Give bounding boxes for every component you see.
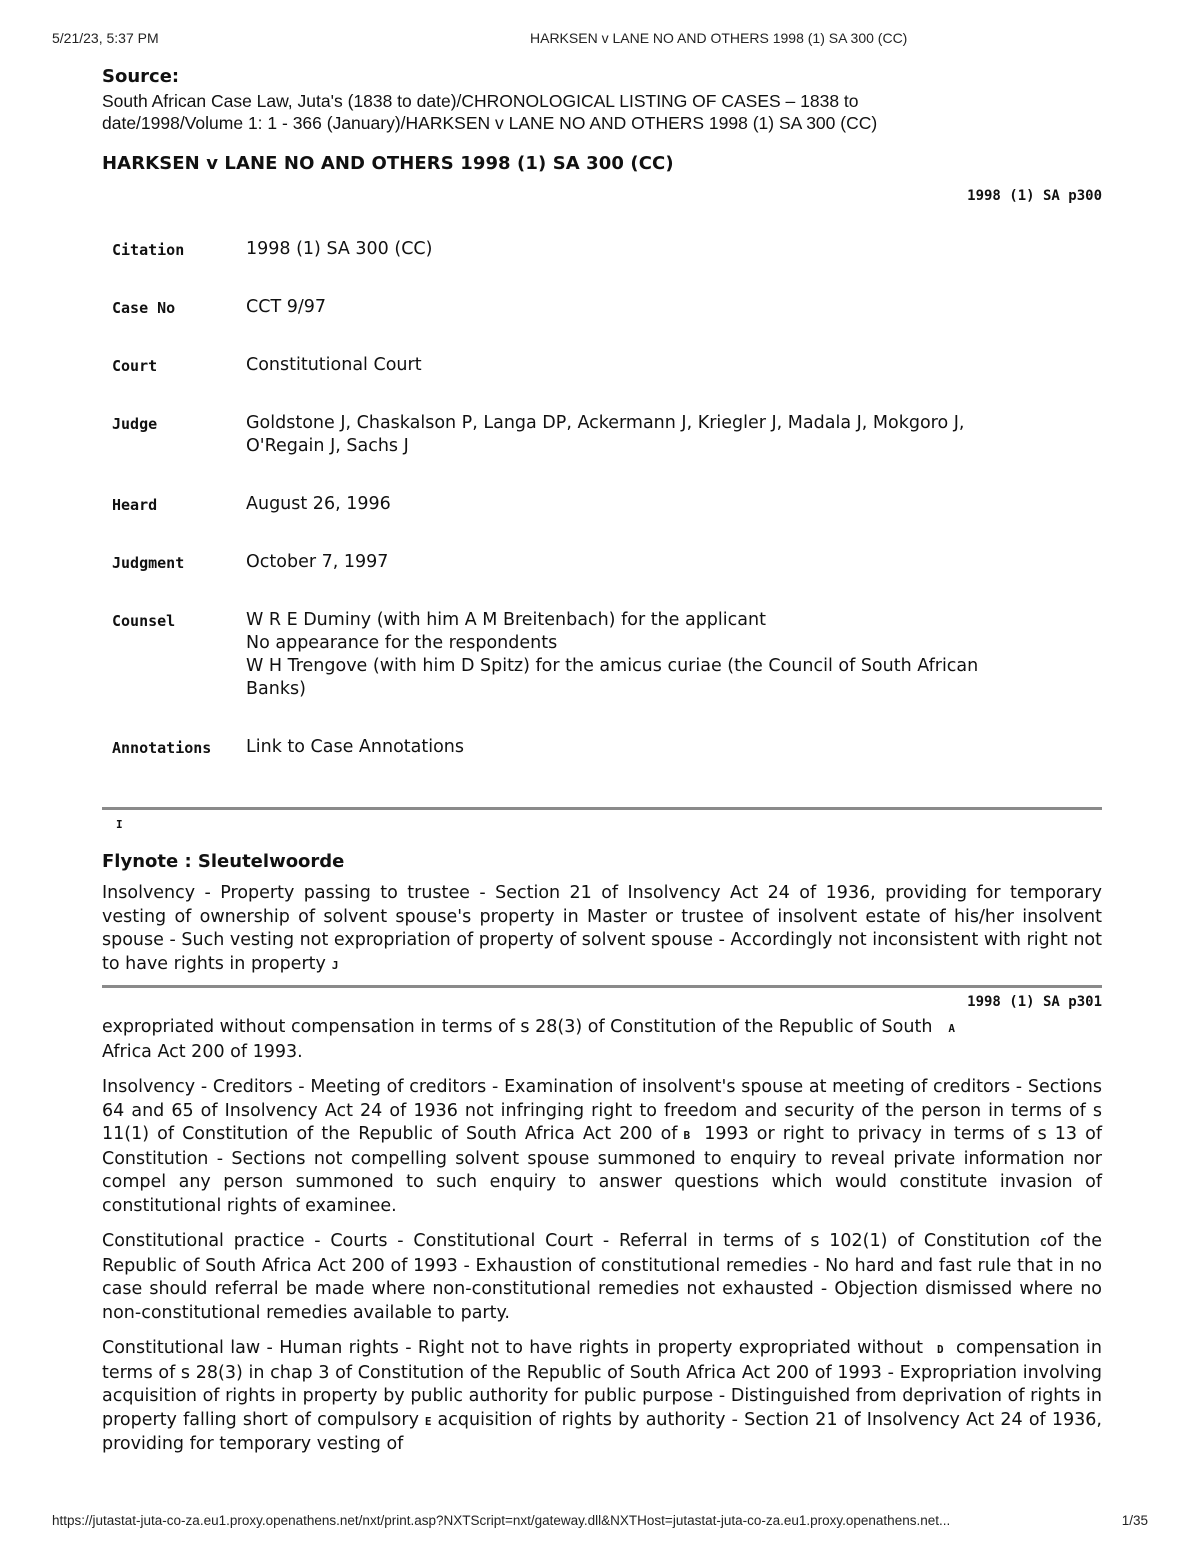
metadata-label: Case No — [112, 299, 176, 317]
counsel-line: W R E Duminy (with him A M Breitenbach) for the applicant — [246, 610, 766, 630]
flynote-paragraph — [102, 882, 1102, 977]
paragraph-text: of the Republic of South Africa Act 200 of 1993 - Exhaustion of constitutional remedies - No hard and fast rule that in no case should referral be made where non-constitutional remedies not exhausted - Objection dismissed where no non-constitutional remedies available to party. — [102, 1231, 1102, 1323]
source-path-line: South African Case Law, Juta's (1838 to date)/CHRONOLOGICAL LISTING OF CASES – 1838 to — [102, 91, 859, 111]
margin-letter: A — [948, 1022, 956, 1035]
metadata-label: Heard — [112, 496, 158, 514]
flynote-heading: Flynote : Sleutelwoorde — [102, 851, 345, 872]
case-annotations-link[interactable]: Link to Case Annotations — [246, 737, 465, 757]
source-path — [102, 90, 1102, 134]
print-header — [52, 30, 1148, 50]
body-paragraph — [102, 1076, 1102, 1218]
metadata-label: Court — [112, 357, 158, 375]
page-divider — [102, 985, 1102, 988]
paragraph-text: Africa Act 200 of 1993. — [102, 1041, 303, 1062]
judge-line: O'Regain J, Sachs J — [246, 436, 409, 456]
paragraph-text: compensation in terms of s 28(3) in chap 3 of Constitution of the Republic of South Africa Act 200 of 1993 - Expropriation involving acquisition of rights in property by public authority for public purpose - Distinguished from deprivation of rights in property falling short of compulsory — [102, 1338, 1102, 1430]
metadata-value: October 7, 1997 — [246, 552, 389, 572]
flynote-text: Insolvency - Property passing to trustee - Section 21 of Insolvency Act 24 of 1936, providing for temporary vesting of ownership of solvent spouse's property in Master or trustee of insolvent estate of his/her insolvent spouse - Such vesting not expropriation of property of solvent spouse - Accordingly not inconsistent with right not to have rights in property — [102, 883, 1102, 974]
metadata-label: Judge — [112, 415, 158, 433]
metadata-row-judgment — [112, 551, 1102, 574]
metadata-value: CCT 9/97 — [246, 297, 326, 317]
print-timestamp: 5/21/23, 5:37 PM — [52, 30, 159, 46]
document-content — [102, 62, 1102, 1469]
metadata-value — [246, 609, 1102, 701]
print-footer — [52, 1513, 1148, 1533]
paragraph-text: Insolvency - Creditors - Meeting of creditors - Examination of insolvent's spouse at meeting of creditors - Sections 64 and 65 of Insolvency Act 24 of 1936 not infringing right to freedom and security of the person in terms of s 11(1) of Constitution of the Republic of South Africa Act 200 of — [102, 1077, 1102, 1144]
metadata-row-case-no — [112, 296, 1102, 319]
source-heading: Source: — [102, 66, 180, 87]
metadata-value: August 26, 1996 — [246, 494, 391, 514]
source-path-line: date/1998/Volume 1: 1 - 366 (January)/HARKSEN v LANE NO AND OTHERS 1998 (1) SA 300 (CC) — [102, 113, 878, 133]
margin-letter: C — [1040, 1236, 1047, 1249]
counsel-line: Banks) — [246, 679, 306, 699]
body-paragraph — [102, 1337, 1102, 1457]
paragraph-text: expropriated without compensation in terms of s 28(3) of Constitution of the Republic of South — [102, 1017, 933, 1037]
body-paragraph — [102, 1230, 1102, 1325]
metadata-label: Counsel — [112, 612, 176, 630]
metadata-row-judge — [112, 412, 1102, 458]
margin-letter: B — [683, 1129, 691, 1142]
margin-letter: E — [424, 1414, 432, 1428]
metadata-value: Constitutional Court — [246, 355, 422, 375]
page-reference: 1998 (1) SA p300 — [967, 188, 1102, 204]
metadata-row-counsel — [112, 609, 1102, 701]
metadata-label: Judgment — [112, 554, 185, 572]
metadata-value — [246, 412, 1102, 458]
metadata-row-citation — [112, 238, 1102, 261]
metadata-value: 1998 (1) SA 300 (CC) — [246, 239, 433, 259]
paragraph-text: Constitutional practice - Courts - Constitutional Court - Referral in terms of s 102(1) of Constitution — [102, 1231, 1031, 1251]
print-url: https://jutastat-juta-co-za.eu1.proxy.openathens.net/nxt/print.asp?NXTScript=nxt/gateway.dll&NXTHost=jutastat-juta-co-za.eu1.proxy.openathens.net... — [52, 1513, 951, 1528]
metadata-row-heard — [112, 493, 1102, 516]
paragraph-text: acquisition of rights by authority - Section 21 of Insolvency Act 24 of 1936, providing for temporary vesting of — [102, 1409, 1102, 1454]
judge-line: Goldstone J, Chaskalson P, Langa DP, Ackermann J, Kriegler J, Madala J, Mokgoro J, — [246, 413, 965, 433]
case-metadata-table — [112, 238, 1102, 759]
counsel-line: No appearance for the respondents — [246, 633, 558, 653]
metadata-row-annotations — [112, 736, 1102, 759]
page-reference: 1998 (1) SA p301 — [967, 994, 1102, 1010]
metadata-row-court — [112, 354, 1102, 377]
margin-letter: J — [331, 958, 339, 972]
page-number: 1/35 — [1121, 1513, 1148, 1528]
counsel-line: W H Trengove (with him D Spitz) for the amicus curiae (the Council of South African — [246, 656, 979, 676]
body-paragraph — [102, 1016, 1102, 1064]
metadata-label: Annotations — [112, 739, 212, 757]
metadata-label: Citation — [112, 241, 185, 259]
case-title: HARKSEN v LANE NO AND OTHERS 1998 (1) SA 300 (CC) — [102, 153, 674, 174]
paragraph-text: Constitutional law - Human rights - Right not to have rights in property expropriated without — [102, 1338, 923, 1358]
margin-letter: D — [936, 1343, 944, 1356]
margin-letter: I — [116, 818, 123, 831]
paragraph-text: 1993 or right to privacy in terms of s 13 of Constitution - Sections not compelling solvent spouse summoned to enquiry to reveal private information nor compel any person summoned to such enquiry to answer questions which would constitute invasion of constitutional rights of examinee. — [102, 1124, 1102, 1216]
print-title: HARKSEN v LANE NO AND OTHERS 1998 (1) SA 300 (CC) — [530, 30, 908, 46]
section-divider — [102, 807, 1102, 810]
